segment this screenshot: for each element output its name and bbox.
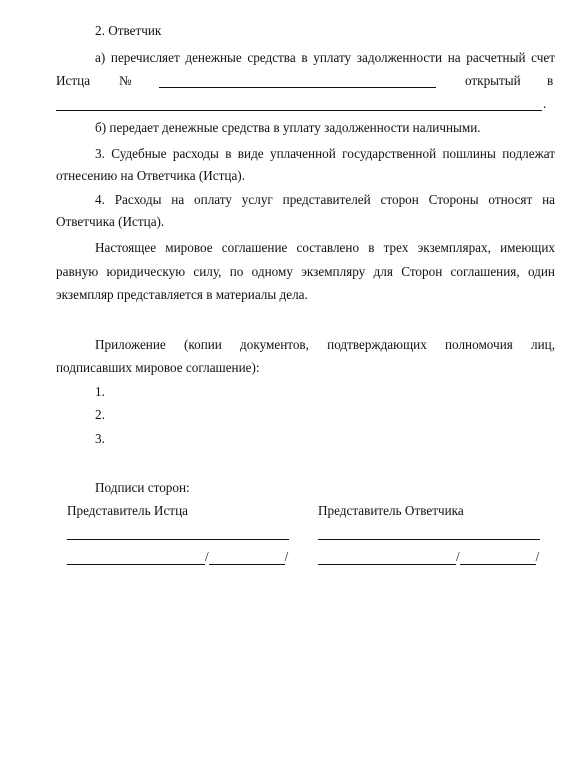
- paragraph-5-line3: экземпляр представляется в материалы дела.: [56, 287, 308, 302]
- plaintiff-signature-row: [67, 549, 288, 565]
- defendant-name-line: [318, 525, 540, 540]
- annex-item-2: 2.: [95, 407, 105, 422]
- paragraph-5-line2: равную юридическую силу, по одному экземпляру для Сторон соглашения, один: [56, 264, 555, 279]
- defendant-slash-1: /: [456, 549, 460, 564]
- opened-word: открытый: [465, 73, 521, 88]
- annex-line2: подписавших мировое соглашение):: [56, 360, 260, 375]
- defendant-signature-line: [318, 550, 456, 565]
- annex-line1: Приложение (копии документов, подтверждающих полномочия лиц,: [95, 337, 555, 352]
- defendant-representative-label: Представитель Ответчика: [318, 503, 464, 518]
- annex-item-1: 1.: [95, 384, 105, 399]
- paragraph-3-line2: отнесению на Ответчика (Истца).: [56, 168, 245, 183]
- plaintiff-signature-line: [67, 550, 205, 565]
- plaintiff-transcript-line: [209, 550, 285, 565]
- plaintiff-word: Истца: [56, 73, 91, 88]
- annex-item-3: 3.: [95, 431, 105, 446]
- bank-name-blank: [56, 96, 542, 111]
- plaintiff-name-line: [67, 525, 289, 540]
- defendant-heading: 2. Ответчик: [95, 23, 162, 38]
- paragraph-4-line2: Ответчика (Истца).: [56, 214, 165, 229]
- line-end-period: .: [543, 96, 547, 111]
- defendant-signature-row: [318, 549, 539, 565]
- plaintiff-slash-2: /: [284, 549, 289, 564]
- plaintiff-slash-1: /: [205, 549, 209, 564]
- plaintiff-representative-label: Представитель Истца: [67, 503, 188, 518]
- number-sign: №: [119, 73, 132, 88]
- account-number-blank: [159, 73, 436, 88]
- paragraph-5-line1: Настоящее мировое соглашение составлено в трех экземплярах, имеющих: [95, 240, 555, 255]
- defendant-slash-2: /: [535, 549, 540, 564]
- defendant-transcript-line: [460, 550, 536, 565]
- paragraph-3-line1: 3. Судебные расходы в виде уплаченной государственной пошлины подлежат: [95, 146, 555, 161]
- paragraph-4-line1: 4. Расходы на оплату услуг представителей сторон Стороны относят на: [95, 192, 555, 207]
- item-a-line1: а) перечисляет денежные средства в уплату задолженности на расчетный счет: [95, 50, 555, 65]
- in-word: в: [547, 73, 554, 88]
- signatures-heading: Подписи сторон:: [95, 480, 190, 495]
- item-b: б) передает денежные средства в уплату задолженности наличными.: [95, 120, 481, 135]
